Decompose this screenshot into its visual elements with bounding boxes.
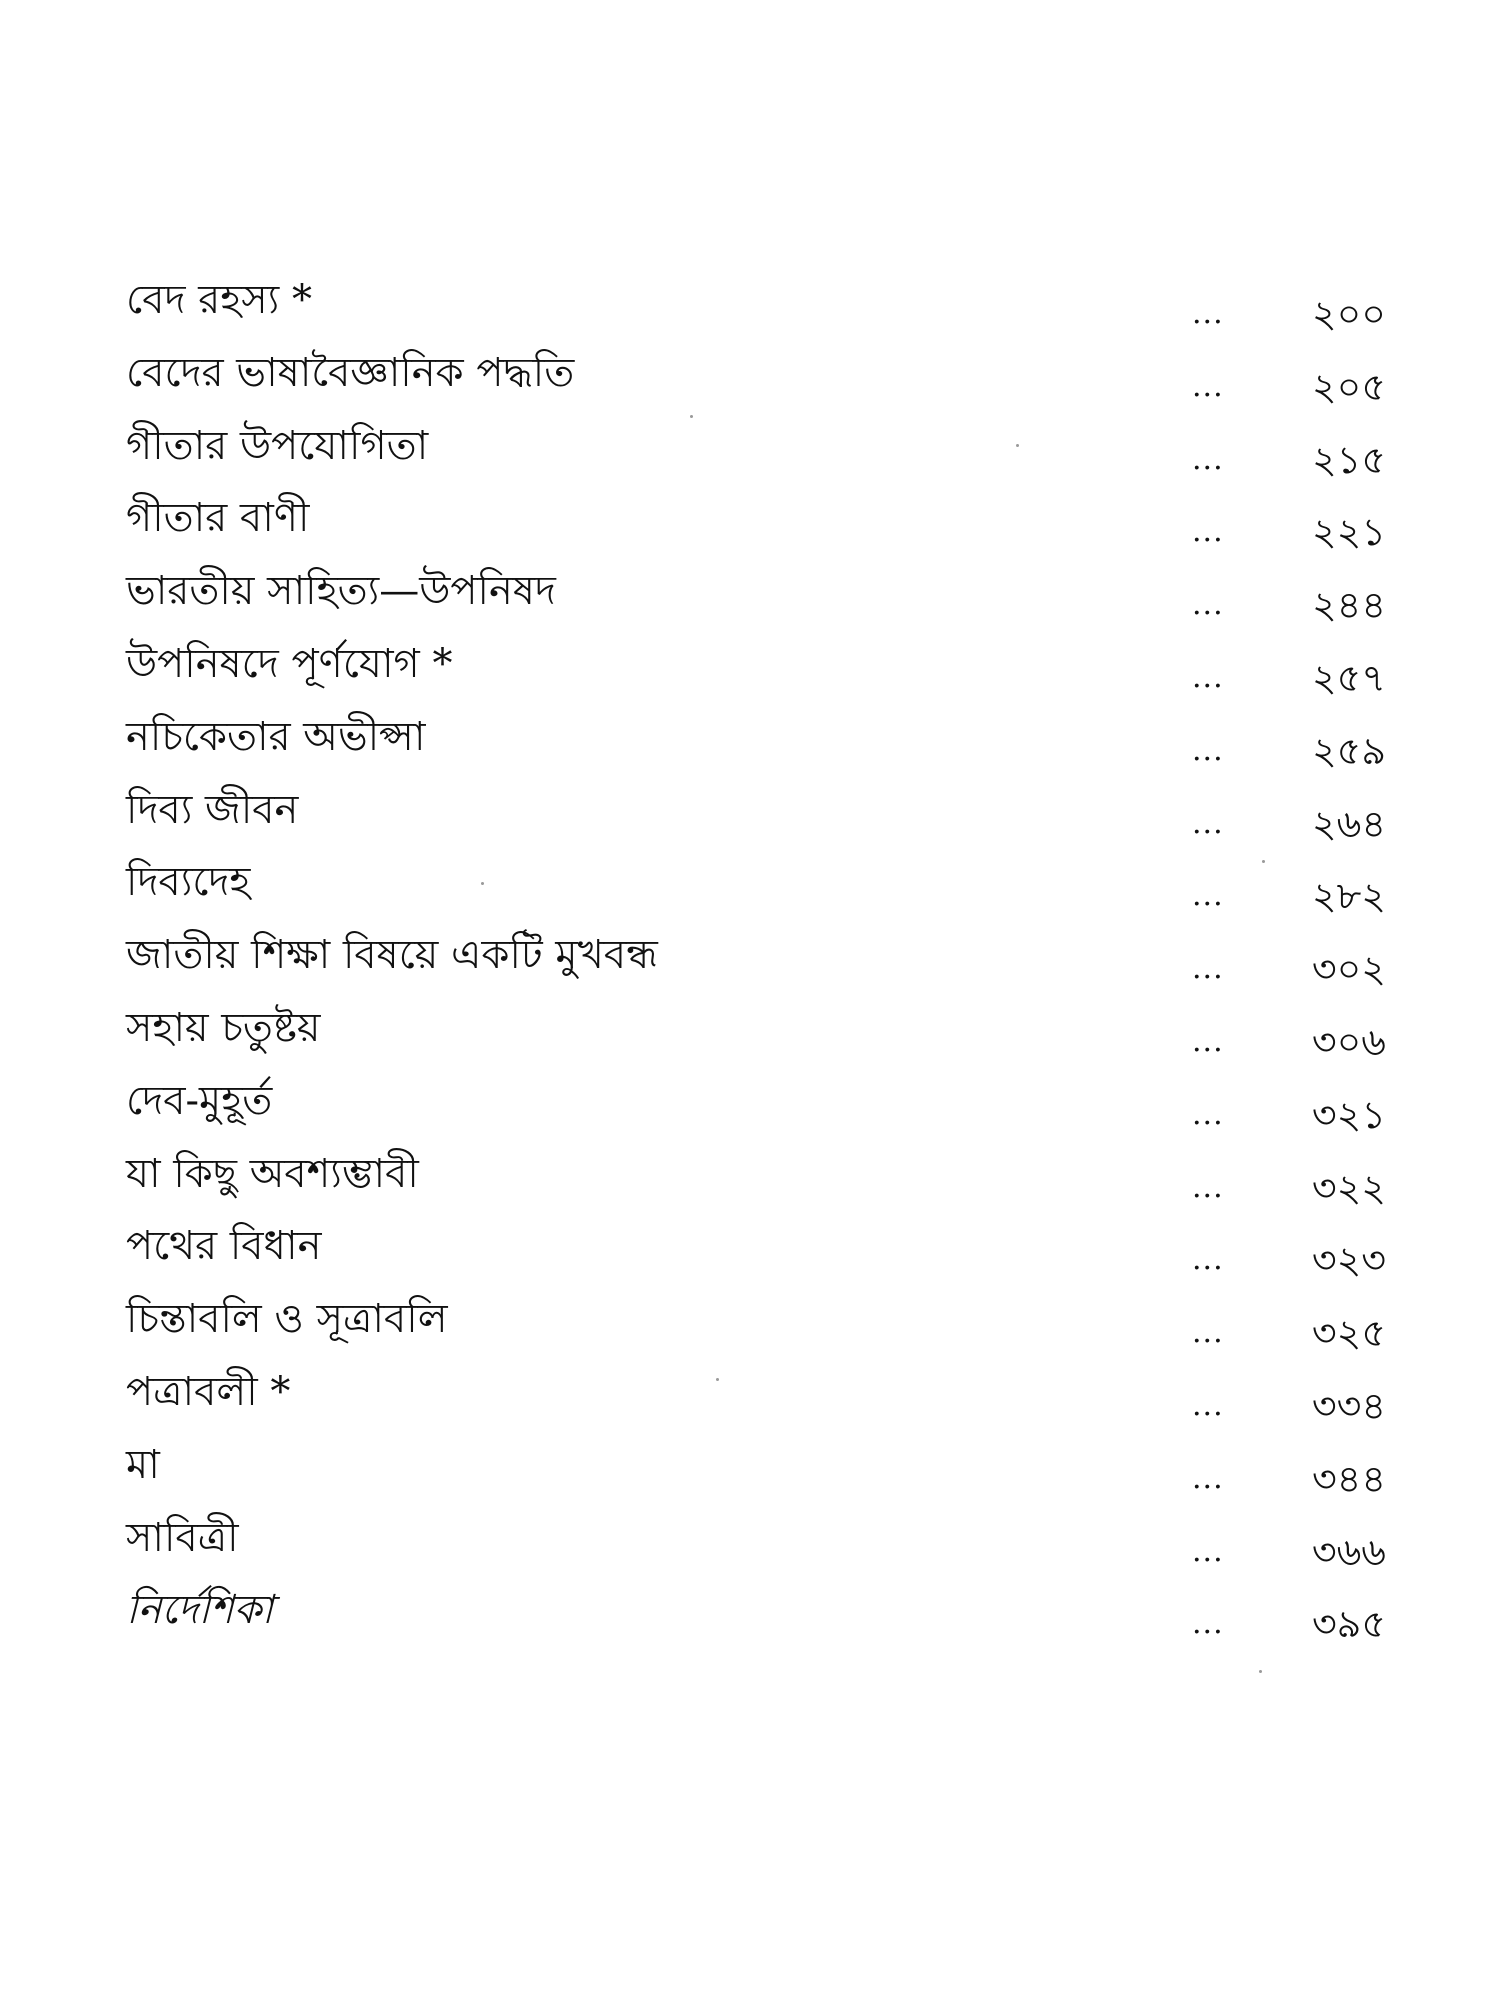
toc-entry-page-number: ২০০ [1311, 292, 1386, 336]
toc-entry-page-number: ৩০২ [1311, 947, 1386, 992]
toc-entry-title: উপনিষদে পূর্ণযোগ * [126, 640, 453, 687]
toc-entry-page-number: ৩৯৫ [1311, 1602, 1386, 1647]
toc-entry-title: যা কিছু অবশ্যম্ভাবী [126, 1150, 419, 1197]
paper-speck [481, 882, 484, 885]
toc-entry-page-number: ২১৫ [1311, 437, 1386, 482]
toc-entry-leader: ... [1192, 951, 1224, 987]
toc-entry-leader: ... [1192, 805, 1224, 841]
toc-entry-leader: ... [1192, 441, 1224, 477]
toc-entry-leader: ... [1192, 1096, 1224, 1132]
toc-entry-title: নচিকেতার অভীপ্সা [126, 713, 426, 760]
toc-entry-page-number: ২০৫ [1311, 364, 1386, 409]
toc-entry-the-mother [126, 1437, 1386, 1510]
toc-entry-title: দিব্যদেহ [126, 859, 251, 906]
paper-speck [1016, 444, 1019, 447]
toc-entry-all-inevitable [126, 1146, 1386, 1219]
toc-entry-leader: ... [1192, 1606, 1224, 1642]
toc-entry-title: জাতীয় শিক্ষা বিষয়ে একটি মুখবন্ধ [126, 932, 658, 979]
toc-entry-page-number: ৩২৫ [1311, 1311, 1386, 1356]
toc-entry-title: সহায় চতুষ্টয় [126, 1004, 321, 1051]
toc-entry-title: দিব্য জীবন [126, 786, 299, 833]
toc-entry-title: নির্দেশিকা [126, 1587, 274, 1634]
toc-entry-leader: ... [1192, 1023, 1224, 1059]
toc-entry-page-number: ৩৪৪ [1311, 1456, 1386, 1501]
toc-entry-page-number: ৩২২ [1311, 1165, 1386, 1210]
toc-entry-veda-rahasya [126, 272, 1386, 345]
toc-entry-page-number: ২৫৯ [1311, 728, 1386, 773]
toc-entry-page-number: ৩৩৪ [1311, 1383, 1386, 1428]
toc-entry-nachiketa-aspiration [126, 709, 1386, 782]
toc-entry-leader: ... [1192, 878, 1224, 914]
toc-entry-leader: ... [1192, 659, 1224, 695]
toc-entry-national-education-preface [126, 927, 1386, 1000]
toc-entry-page-number: ২৬৪ [1311, 801, 1386, 846]
toc-entry-four-aids [126, 1000, 1386, 1073]
toc-entry-title: পত্রাবলী * [126, 1368, 291, 1415]
paper-speck [1259, 1670, 1262, 1673]
toc-entry-leader: ... [1192, 587, 1224, 623]
toc-entry-divine-body [126, 854, 1386, 927]
toc-entry-leader: ... [1192, 1242, 1224, 1278]
toc-entry-leader: ... [1192, 1533, 1224, 1569]
toc-entry-page-number: ২৫৭ [1311, 655, 1386, 700]
toc-entry-page-number: ৩২৩ [1311, 1238, 1386, 1283]
toc-entry-title: সাবিত্রী [126, 1514, 239, 1561]
toc-entry-title: চিন্তাবলি ও সূত্রাবলি [126, 1296, 448, 1343]
toc-entry-leader: ... [1192, 1169, 1224, 1205]
toc-entry-page-number: ২২১ [1311, 510, 1386, 555]
toc-entry-leader: ... [1192, 514, 1224, 550]
toc-entry-upanishad-purnayoga [126, 636, 1386, 709]
toc-entry-law-of-the-way [126, 1218, 1386, 1291]
toc-entry-page-number: ৩৬৬ [1311, 1529, 1386, 1574]
toc-entry-gita-message [126, 490, 1386, 563]
toc-entry-title: পথের বিধান [126, 1223, 322, 1270]
toc-entry-savitri [126, 1510, 1386, 1583]
toc-entry-index [126, 1582, 1386, 1655]
toc-entry-page-number: ২৮২ [1311, 874, 1386, 919]
toc-entry-vedic-philology [126, 345, 1386, 418]
toc-entry-divine-life [126, 782, 1386, 855]
toc-entry-indian-literature-upanishad [126, 563, 1386, 636]
toc-entry-title: গীতার বাণী [126, 495, 310, 542]
toc-entry-page-number: ৩২১ [1311, 1092, 1386, 1137]
toc-entry-leader: ... [1192, 732, 1224, 768]
toc-entry-leader: ... [1192, 1387, 1224, 1423]
paper-speck [716, 1378, 719, 1381]
toc-entry-leader: ... [1192, 368, 1224, 404]
toc-entry-thoughts-and-aphorisms [126, 1291, 1386, 1364]
toc-entry-title: দেব-মুহূর্ত [126, 1077, 273, 1124]
toc-entry-leader: ... [1192, 296, 1224, 331]
toc-entry-title: বেদ রহস্য * [126, 277, 312, 323]
toc-entry-title: গীতার উপযোগিতা [126, 422, 429, 469]
paper-speck [690, 415, 693, 418]
toc-entry-title: ভারতীয় সাহিত্য—উপনিষদ [126, 568, 556, 615]
paper-speck [1262, 860, 1265, 863]
toc-entry-letters [126, 1364, 1386, 1437]
toc-entry-leader: ... [1192, 1315, 1224, 1351]
toc-entry-title: বেদের ভাষাবৈজ্ঞানিক পদ্ধতি [126, 349, 575, 396]
toc-entry-hour-of-god [126, 1073, 1386, 1146]
toc-entry-page-number: ২৪৪ [1311, 583, 1386, 628]
table-of-contents [126, 272, 1386, 1655]
toc-entry-page-number: ৩০৬ [1311, 1019, 1386, 1064]
toc-entry-gita-usefulness [126, 418, 1386, 491]
toc-entry-title: মা [126, 1441, 160, 1488]
toc-entry-leader: ... [1192, 1460, 1224, 1496]
